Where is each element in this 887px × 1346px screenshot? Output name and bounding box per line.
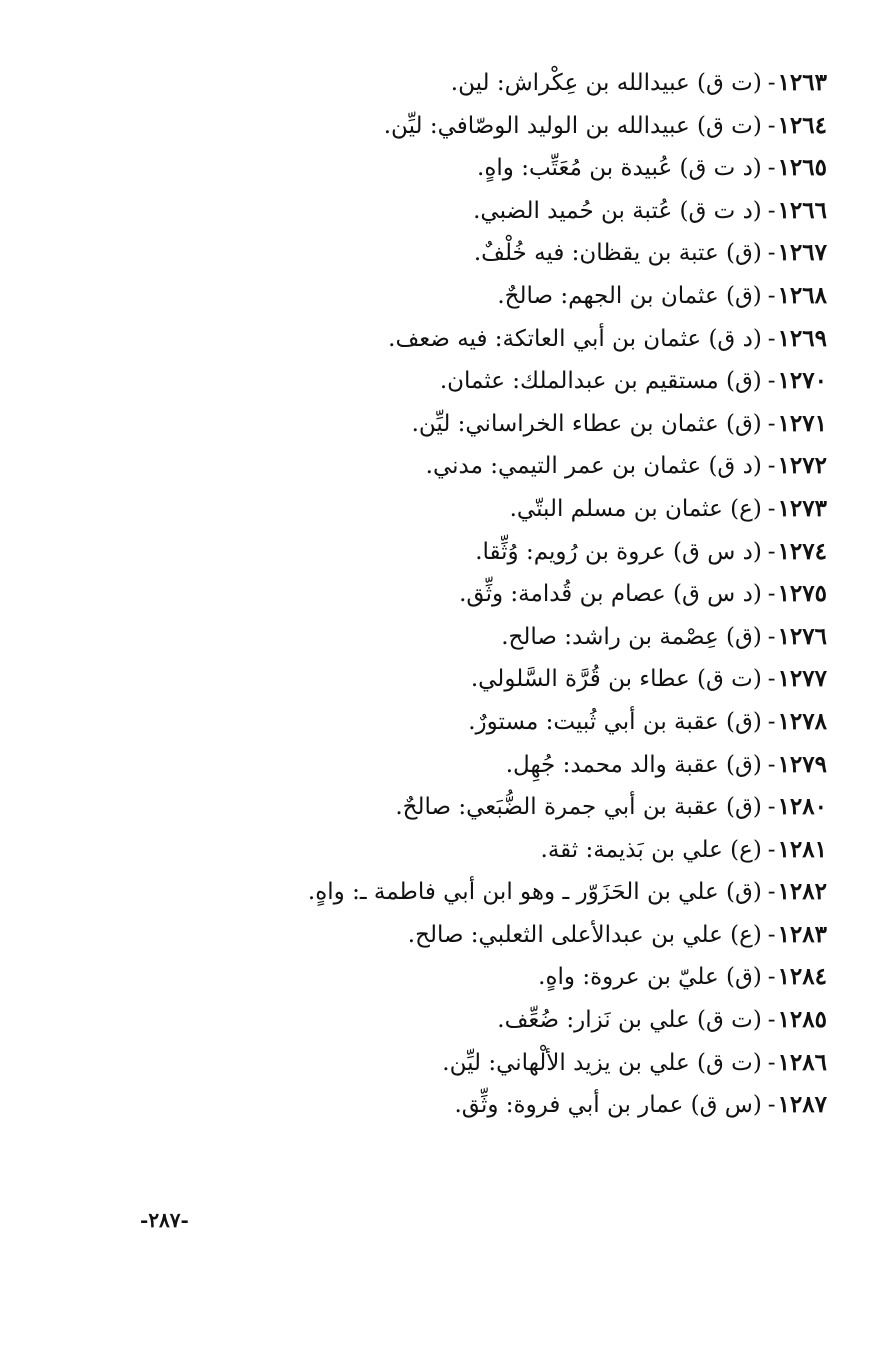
entry-number: ١٢٨٧: [777, 1091, 827, 1119]
entry-text: (ق) عثمان بن الجهم: صالحٌ.: [497, 282, 762, 309]
entry-number: ١٢٧٣: [777, 494, 827, 522]
entry-separator: -: [767, 964, 776, 991]
entry-text: (ت ق) عبيدالله بن الوليد الوصّافي: ليِّن.: [383, 112, 762, 139]
entry-row: [67, 147, 827, 190]
entry-text: (د ت ق) عُتبة بن حُميد الضبي.: [473, 197, 762, 224]
entry-row: [67, 275, 827, 318]
entry-number: ١٢٦٥: [777, 154, 827, 182]
entry-text: (ق) عقبة بن أبي ثُبيت: مستورٌ.: [468, 708, 762, 735]
entry-text: (ع) علي بن بَذيمة: ثقة.: [540, 836, 762, 863]
entry-separator: -: [767, 495, 776, 522]
entry-text: (ق) عقبة بن أبي جمرة الضُّبَعي: صالحٌ.: [395, 794, 762, 821]
entry-row: [67, 360, 827, 403]
entry-text: (د س ق) عصام بن قُدامة: وثِّق.: [459, 581, 762, 608]
entry-row: [67, 829, 827, 872]
entry-row: [67, 573, 827, 616]
entry-row: [67, 1084, 827, 1127]
entry-separator: -: [767, 368, 776, 395]
entry-text: (د ق) عثمان بن أبي العاتكة: فيه ضعف.: [388, 325, 762, 352]
entry-text: (ق) مستقيم بن عبدالملك: عثمان.: [439, 368, 762, 395]
entry-number: ١٢٧٠: [777, 367, 827, 395]
entry-number: ١٢٨٤: [777, 963, 827, 991]
entry-text: (ق) عليّ بن عروة: واهٍ.: [538, 964, 762, 991]
entry-separator: -: [767, 794, 776, 821]
entry-number: ١٢٦٣: [777, 69, 827, 96]
entry-number: ١٢٨٣: [777, 920, 827, 948]
entry-row: [67, 999, 827, 1042]
entry-number: ١٢٦٦: [777, 196, 827, 224]
entry-number: ١٢٦٩: [777, 324, 827, 352]
entry-separator: -: [767, 1092, 776, 1119]
entry-row: [67, 318, 827, 361]
entry-separator: -: [767, 155, 776, 182]
entry-separator: -: [767, 1049, 776, 1076]
entry-text: (د ق) عثمان بن عمر التيمي: مدني.: [425, 453, 762, 480]
entry-row: [67, 531, 827, 574]
entry-separator: -: [767, 666, 776, 693]
entry-number: ١٢٧٩: [777, 750, 827, 778]
entry-separator: -: [767, 325, 776, 352]
entry-number: ١٢٧٧: [777, 665, 827, 693]
entry-separator: -: [767, 453, 776, 480]
entry-text: (ق) عقبة والد محمد: جُهِل.: [505, 751, 762, 778]
entry-row: [67, 914, 827, 957]
entry-number: ١٢٨١: [777, 835, 827, 863]
entry-row: [67, 786, 827, 829]
entry-separator: -: [767, 410, 776, 437]
entry-number: ١٢٧٦: [777, 622, 827, 650]
entry-text: (ق) عتبة بن يقظان: فيه خُلْفٌ.: [473, 240, 762, 267]
entry-separator: -: [767, 708, 776, 735]
entry-separator: -: [767, 836, 776, 863]
entry-row: [67, 403, 827, 446]
entry-text: (ع) عثمان بن مسلم البتّي.: [509, 495, 762, 522]
entry-row: [67, 105, 827, 148]
entry-text: (ت ق) عطاء بن قُرَّة السَّلولي.: [470, 666, 762, 693]
entry-separator: -: [767, 70, 776, 96]
entry-number: ١٢٨٠: [777, 793, 827, 821]
entry-text: (ت ق) علي بن نَزار: ضُعِّف.: [497, 1007, 762, 1034]
entry-number: ١٢٨٢: [777, 878, 827, 906]
entry-text: (ت ق) عبيدالله بن عِكْراش: لين.: [450, 70, 762, 96]
entry-row: [67, 1042, 827, 1085]
entry-row: [67, 62, 827, 105]
entry-separator: -: [767, 879, 776, 906]
entry-separator: -: [767, 282, 776, 309]
entry-number: ١٢٦٧: [777, 239, 827, 267]
entry-row: [67, 871, 827, 914]
entry-row: [67, 701, 827, 744]
entry-text: (س ق) عمار بن أبي فروة: وثِّق.: [454, 1092, 762, 1119]
entries-list: [67, 62, 827, 1127]
entry-separator: -: [767, 581, 776, 608]
entry-row: [67, 488, 827, 531]
entry-separator: -: [767, 1007, 776, 1034]
entry-separator: -: [767, 538, 776, 565]
page-number: -٢٨٧-: [140, 1208, 189, 1232]
entry-row: [67, 445, 827, 488]
entry-row: [67, 956, 827, 999]
entry-number: ١٢٧١: [777, 409, 827, 437]
entry-row: [67, 616, 827, 659]
entry-number: ١٢٦٤: [777, 111, 827, 139]
entry-text: (ق) عِصْمة بن راشد: صالح.: [501, 623, 762, 650]
entry-row: [67, 190, 827, 233]
entry-text: (د س ق) عروة بن رُويم: وُثِّقا.: [475, 538, 762, 565]
entry-text: (د ت ق) عُبيدة بن مُعَتِّب: واهٍ.: [477, 155, 762, 182]
entry-separator: -: [767, 240, 776, 267]
entry-text: (ع) علي بن عبدالأعلى الثعلبي: صالح.: [407, 921, 762, 948]
entry-number: ١٢٧٥: [777, 580, 827, 608]
entry-separator: -: [767, 751, 776, 778]
entry-row: [67, 744, 827, 787]
entry-number: ١٢٧٨: [777, 707, 827, 735]
entry-separator: -: [767, 921, 776, 948]
entry-separator: -: [767, 623, 776, 650]
entry-separator: -: [767, 112, 776, 139]
entry-number: ١٢٨٦: [777, 1048, 827, 1076]
entry-number: ١٢٨٥: [777, 1006, 827, 1034]
entry-separator: -: [767, 197, 776, 224]
entry-row: [67, 658, 827, 701]
entry-text: (ت ق) علي بن يزيد الألْهاني: ليِّن.: [442, 1049, 762, 1076]
entry-row: [67, 232, 827, 275]
entry-number: ١٢٧٢: [777, 452, 827, 480]
entry-text: (ق) علي بن الحَزَوّر ـ وهو ابن أبي فاطمة ـ: واهٍ.: [307, 879, 762, 906]
entry-number: ١٢٦٨: [777, 281, 827, 309]
entry-text: (ق) عثمان بن عطاء الخراساني: ليِّن.: [411, 410, 762, 437]
entry-number: ١٢٧٤: [777, 537, 827, 565]
